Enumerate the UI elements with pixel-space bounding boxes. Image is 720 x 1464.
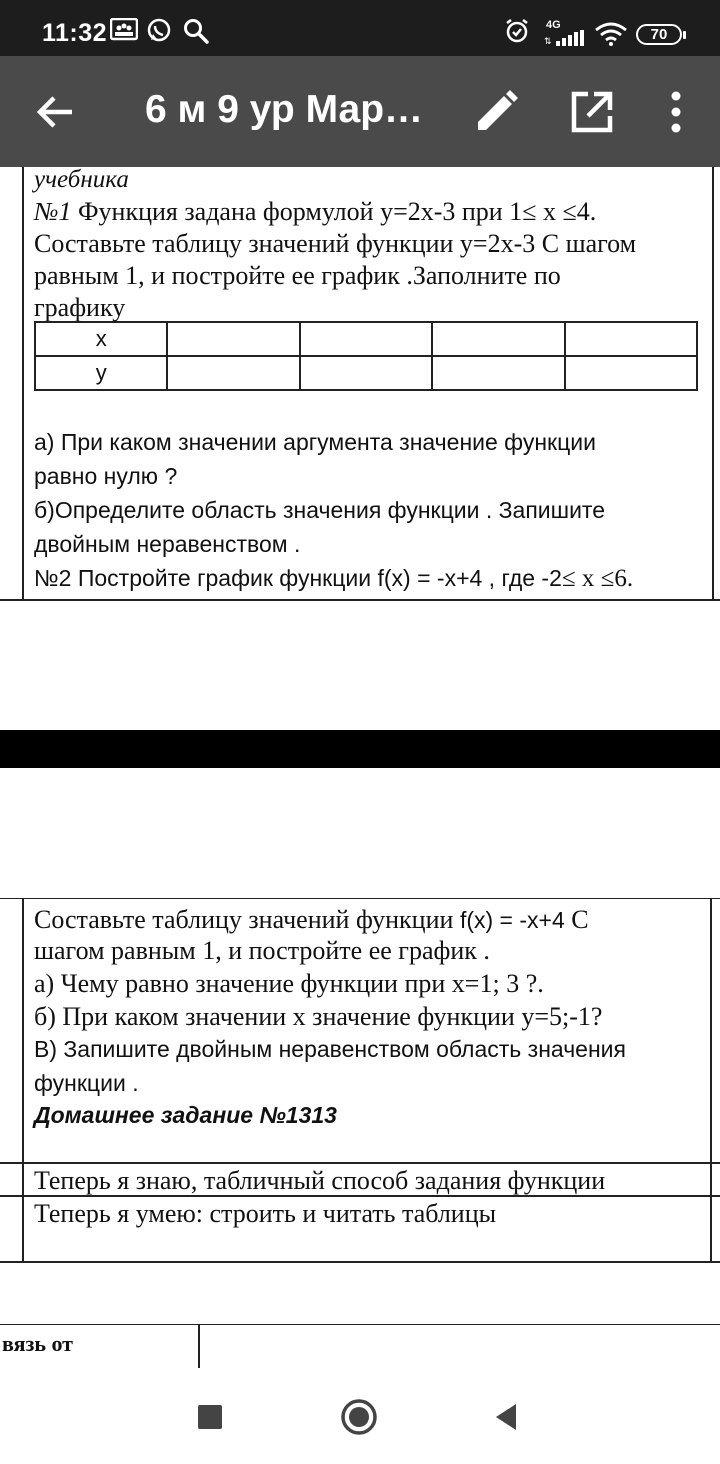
status-time: 11:32 (42, 19, 108, 47)
table-cell (565, 356, 697, 390)
open-external-icon[interactable] (566, 86, 618, 138)
search-icon (183, 18, 209, 44)
task1-line3: равным 1, и постройте ее график .Заполните по (34, 261, 561, 290)
section2-line6: функции . (34, 1070, 139, 1096)
question-b-line2: двойным неравенством . (34, 531, 301, 557)
recents-square-icon[interactable] (196, 1403, 224, 1431)
table-row-y (35, 356, 697, 390)
question-b-line1: б)Определите область значения функции . Запишите (34, 497, 606, 523)
alarm-icon (504, 18, 530, 44)
section1-left-border (22, 167, 24, 601)
page-separator (0, 730, 720, 768)
reflection-can: Теперь я умею: строить и читать таблицы (34, 1199, 497, 1228)
whatsapp-icon (146, 18, 172, 44)
reflection-know: Теперь я знаю, табличный способ задания функции (34, 1166, 606, 1195)
section2-line3: а) Чему равно значение функции при х=1; 3 ?. (34, 969, 544, 998)
question-a-line2: равно нулю ? (34, 463, 178, 489)
document-page (0, 167, 720, 1368)
footer-divider (198, 1324, 200, 1368)
section2-right-border (710, 898, 712, 1263)
svg-text:⇅: ⇅ (544, 37, 552, 46)
reflection-top-border (0, 1162, 720, 1164)
task1-line1 (34, 197, 596, 227)
section2-line5: В) Запишите двойным неравенством область значения (34, 1036, 626, 1062)
question-a-line1: а) При каком значении аргумента значение функции (34, 429, 596, 455)
status-bar (0, 0, 720, 56)
battery-icon: 70 (636, 24, 682, 45)
section2-line1-end: С (564, 905, 589, 934)
table-cell (432, 322, 564, 356)
section1-right-border (712, 167, 714, 601)
footer-top-border (0, 1324, 720, 1325)
table-cell-label: y (35, 356, 167, 390)
app-bar (0, 56, 720, 167)
table-row-x (35, 322, 697, 356)
task1-line4: графику (34, 293, 126, 322)
section2-line4: б) При каком значении х значение функции у=5;-1? (34, 1002, 603, 1031)
heading-fragment: учебника (34, 167, 129, 193)
section2-top-border (0, 898, 720, 899)
section2-line1-text: Составьте таблицу значений функции (34, 905, 460, 934)
task2-range: ≤ х ≤6. (561, 565, 634, 592)
table-cell (432, 356, 564, 390)
table-cell-label: x (35, 322, 167, 356)
table-cell (167, 356, 299, 390)
section2-line2: шагом равным 1, и постройте ее график . (34, 936, 490, 965)
table-cell (300, 356, 432, 390)
network-type: 4G (546, 19, 561, 31)
section2-left-border (22, 898, 24, 1263)
values-table (34, 321, 698, 391)
task2-text: №2 Постройте график функции f(x) = -x+4 , где -2 (34, 565, 562, 591)
edit-pencil-icon[interactable] (470, 86, 522, 138)
meeting-icon (110, 18, 138, 42)
home-circle-icon[interactable] (340, 1398, 378, 1436)
back-triangle-icon[interactable] (492, 1402, 520, 1432)
task1-number: №1 (34, 197, 72, 226)
section2-line1 (34, 904, 589, 935)
reflection-mid-border (0, 1195, 720, 1197)
table-cell (167, 322, 299, 356)
more-vert-icon[interactable] (650, 86, 702, 138)
section2-bottom-border (0, 1261, 720, 1263)
footer-fragment: вязь от (2, 1331, 73, 1356)
signal-icon (544, 30, 586, 46)
wifi-icon (594, 22, 628, 46)
document-title: 6 м 9 ур Мар… (145, 88, 424, 131)
table-cell (565, 322, 697, 356)
section1-bottom-border (0, 599, 720, 601)
table-cell (300, 322, 432, 356)
task2-line (34, 565, 633, 593)
navigation-bar (0, 1368, 720, 1464)
back-arrow-icon[interactable] (30, 86, 82, 138)
homework: Домашнее задание №1313 (34, 1102, 337, 1128)
task1-line2: Составьте таблицу значений функции у=2х-3 С шагом (34, 229, 637, 258)
task1-text: Функция задана формулой у=2х-3 при 1≤ х ≤4. (71, 197, 597, 226)
section2-formula: f(x) = -x+4 (459, 907, 565, 933)
